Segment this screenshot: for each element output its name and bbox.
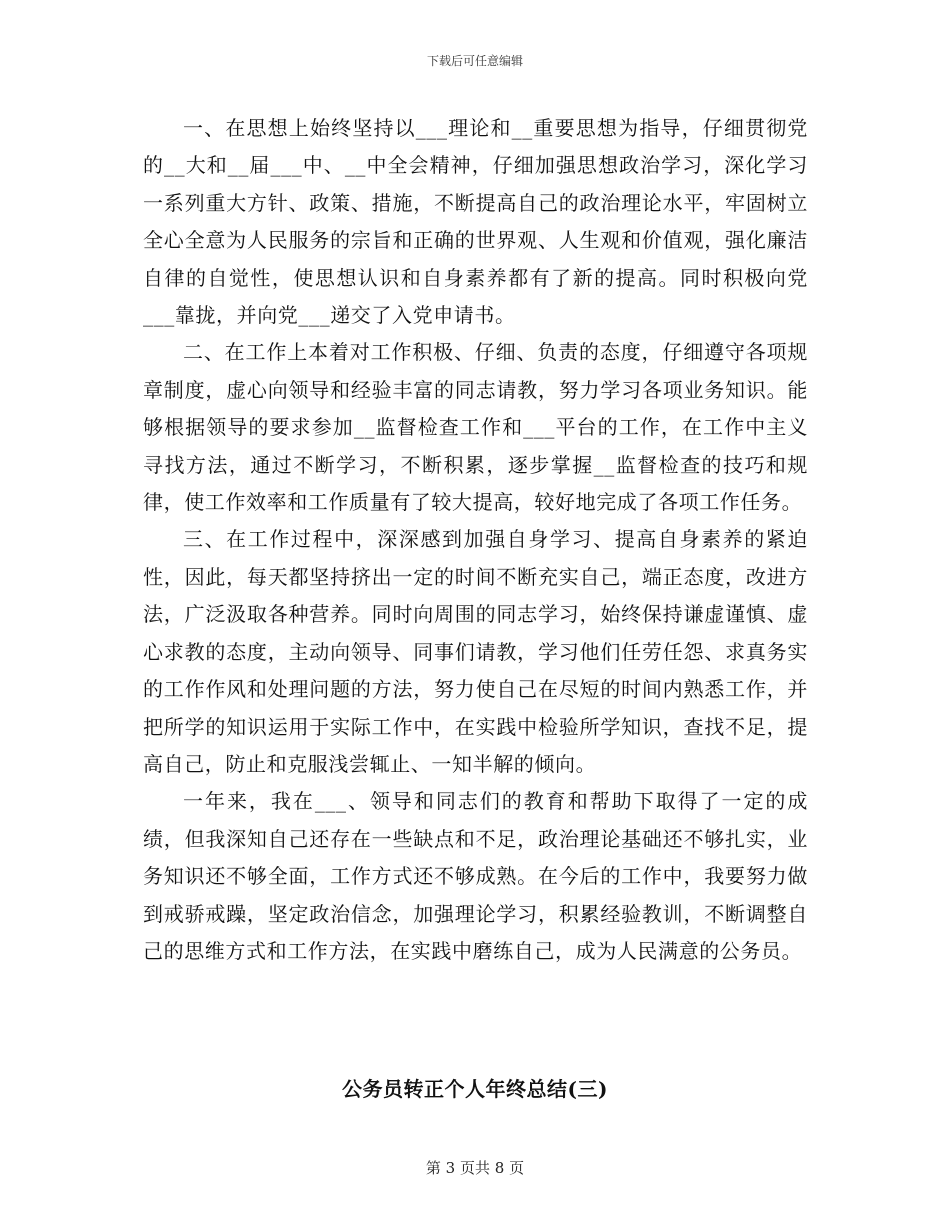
page-footer-number: 第 3 页共 8 页 xyxy=(425,1159,525,1177)
document-body xyxy=(143,110,808,970)
paragraph-4: 一年来，我在___、领导和同志们的教育和帮助下取得了一定的成绩，但我深知自己还存在一些缺点和不足，政治理论基础还不够扎实，业务知识还不够全面，工作方式还不够成熟。在今后的工作中，我要努力做到戒骄戒躁，坚定政治信念，加强理论学习，积累经验教训，不断调整自己的思维方式和工作方法，在实践中磨练自己，成为人民满意的公务员。 xyxy=(143,789,808,963)
section-title: 公务员转正个人年终总结(三) xyxy=(342,1077,608,1101)
page-header-note: 下载后可任意编辑 xyxy=(426,54,523,68)
paragraph-1: 一、在思想上始终坚持以___理论和__重要思想为指导，仔细贯彻党的__大和__届___中、__中全会精神，仔细加强思想政治学习，深化学习一系列重大方针、政策、措施，不断提高自己的政治理论水平，牢固树立全心全意为人民服务的宗旨和正确的世界观、人生观和价值观，强化廉洁自律的自觉性，使思想认识和自身素养都有了新的提高。同时积极向党___靠拢，并向党___递交了入党申请书。 xyxy=(143,116,808,328)
paragraph-2: 二、在工作上本着对工作积极、仔细、负责的态度，仔细遵守各项规章制度，虚心向领导和经验丰富的同志请教，努力学习各项业务知识。能够根据领导的要求参加__监督检查工作和___平台的工作，在工作中主义寻找方法，通过不断学习，不断积累，逐步掌握__监督检查的技巧和规律，使工作效率和工作质量有了较大提高，较好地完成了各项工作任务。 xyxy=(143,340,808,515)
paragraph-3: 三、在工作过程中，深深感到加强自身学习、提高自身素养的紧迫性，因此，每天都坚持挤出一定的时间不断充实自己，端正态度，改进方法，广泛汲取各种营养。同时向周围的同志学习，始终保持谦虚谨慎、虚心求教的态度，主动向领导、同事们请教，学习他们任劳任怨、求真务实的工作作风和处理问题的方法，努力使自己在尽短的时间内熟悉工作，并把所学的知识运用于实际工作中，在实践中检验所学知识，查找不足，提高自己，防止和克服浅尝辄止、一知半解的倾向。 xyxy=(143,527,808,776)
